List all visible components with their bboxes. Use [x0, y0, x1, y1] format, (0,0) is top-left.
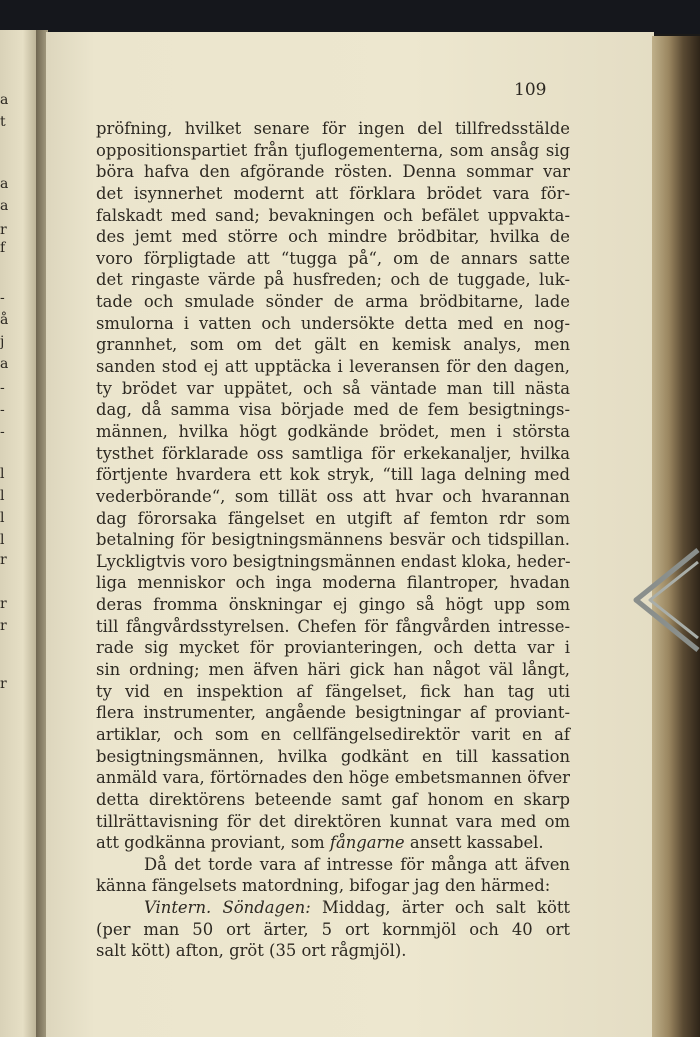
page-stack-edge [652, 36, 700, 1037]
facing-page-fragment: l [0, 488, 5, 504]
text-line [96, 269, 570, 291]
text-line [96, 464, 570, 486]
text-line [96, 594, 570, 616]
text-line [96, 183, 570, 205]
text-segment: liga menniskor och inga moderna filantroper, hvadan [96, 573, 570, 593]
text-line [96, 226, 570, 248]
text-segment: tillrättavisning för det direktören kunnat vara med om [96, 811, 570, 831]
text-line [96, 875, 570, 897]
text-line [96, 724, 570, 746]
text-line [96, 940, 570, 962]
text-segment: till fångvårdsstyrelsen. Chefen för fångvården intresse- [96, 616, 570, 636]
text-segment: des jemt med större och mindre brödbitar, hvilka de [96, 227, 570, 247]
text-line [96, 140, 570, 162]
italic-text: Söndagen: [222, 898, 311, 918]
text-segment: förtjente hvardera ett kok stryk, “till laga delning med [96, 465, 570, 485]
background-top-edge [0, 0, 700, 34]
text-line [96, 551, 570, 573]
facing-page-fragment: j [0, 334, 5, 350]
text-segment: deras fromma önskningar ej gingo så högt upp som [96, 595, 570, 615]
text-line [96, 811, 570, 833]
facing-page-fragment: f [0, 240, 6, 256]
text-segment: flera instrumenter, angående besigtningar af proviant- [96, 703, 570, 723]
facing-page-fragment: r [0, 552, 7, 568]
text-line [96, 248, 570, 270]
text-segment: det isynnerhet modernt att förklara brödet vara för- [96, 183, 570, 203]
text-segment: pröfning, hvilket senare för ingen del tillfredsstälde [96, 119, 570, 138]
facing-page-fragment: a [0, 92, 9, 108]
text-line [96, 161, 570, 183]
text-segment: grannhet, som om det gält en kemisk analys, men [96, 335, 570, 355]
text-segment: ansett kassabel. [404, 833, 544, 853]
facing-page-edge [0, 30, 38, 1037]
text-line [96, 356, 570, 378]
text-segment: oppositionspartiet från tjuflogementerna, som ansåg sig [96, 140, 570, 160]
text-line [96, 897, 570, 919]
text-line [96, 421, 570, 443]
text-segment: det ringaste värde på husfreden; och de tuggade, luk- [96, 270, 570, 290]
text-segment: salt kött) afton, gröt (35 ort rågmjöl). [96, 941, 407, 961]
text-line [96, 529, 570, 551]
text-line [96, 313, 570, 335]
facing-page-fragment: a [0, 356, 9, 372]
text-segment: (per man 50 ort ärter, 5 ort kornmjöl och 40 ort [96, 919, 570, 939]
text-segment: detta direktörens beteende samt gaf honom en skarp [96, 789, 570, 809]
text-segment: dag, då samma visa började med de fem besigtnings- [96, 400, 570, 420]
text-segment: Middag, ärter och salt kött [310, 898, 570, 918]
facing-page-fragment: l [0, 532, 5, 548]
text-segment: ty brödet var uppätet, och så väntade man till nästa [96, 378, 570, 398]
text-line [96, 637, 570, 659]
facing-page-fragment: a [0, 198, 9, 214]
text-segment: männen, hvilka högt godkände brödet, men i största [96, 421, 570, 441]
text-segment: tade och smulade sönder de arma brödbitarne, lade [96, 292, 570, 312]
text-line [96, 399, 570, 421]
text-line [96, 854, 570, 876]
text-line [96, 659, 570, 681]
facing-page-fragment: - [0, 402, 5, 418]
facing-page-fragment: r [0, 618, 7, 634]
text-line [96, 789, 570, 811]
text-line [96, 486, 570, 508]
facing-page-fragment: l [0, 510, 5, 526]
italic-text: Vintern. [144, 898, 212, 918]
text-segment: Då det torde vara af intresse för många att äfven [144, 854, 570, 874]
text-line [96, 616, 570, 638]
text-line [96, 118, 570, 140]
text-line [96, 291, 570, 313]
text-line [96, 334, 570, 356]
facing-page-fragment: - [0, 290, 5, 306]
text-segment: betalning för besigtningsmännens besvär och tidspillan. [96, 530, 570, 550]
text-line [96, 443, 570, 465]
text-segment: Lyckligtvis voro besigtningsmännen endast kloka, heder- [96, 551, 571, 571]
text-line [96, 508, 570, 530]
page-body-text [96, 118, 570, 962]
facing-page-fragment: r [0, 676, 7, 692]
text-segment: smulorna i vatten och undersökte detta med en nog- [96, 313, 570, 333]
text-line [96, 702, 570, 724]
text-line [96, 681, 570, 703]
text-line [96, 832, 570, 854]
text-segment: rade sig mycket för provianteringen, och detta var i [96, 638, 570, 658]
italic-text: fångarne [329, 833, 405, 853]
text-line [96, 572, 570, 594]
facing-page-fragment: r [0, 596, 7, 612]
text-segment: vederbörande“, som tillät oss att hvar och hvarannan [96, 486, 570, 506]
facing-page-fragment: å [0, 312, 9, 328]
facing-page-fragment: - [0, 424, 5, 440]
facing-page-fragment: a [0, 176, 9, 192]
text-line [96, 919, 570, 941]
text-segment: artiklar, och som en cellfängelsedirektör varit en af [96, 724, 570, 744]
text-segment: falskadt med sand; bevakningen och befälet uppvakta- [96, 205, 570, 225]
text-segment [211, 898, 222, 917]
text-segment: voro förpligtade att “tugga på“, om de annars satte [96, 248, 570, 268]
text-segment: dag förorsaka fängelset en utgift af femton rdr som [96, 508, 570, 528]
text-line [96, 767, 570, 789]
text-segment: sin ordning; men äfven häri gick han något väl långt, [96, 660, 570, 680]
facing-page-fragment: l [0, 466, 5, 482]
text-line [96, 378, 570, 400]
text-segment: besigtningsmännen, hvilka godkänt en till kassation [96, 746, 570, 766]
text-segment: ty vid en inspektion af fängelset, fick han tag uti [96, 681, 570, 701]
facing-page-fragment: r [0, 222, 7, 238]
text-segment: anmäld vara, förtörnades den höge embetsmannen öfver [96, 768, 570, 788]
text-line [96, 205, 570, 227]
text-line [96, 746, 570, 768]
page-number: 109 [514, 80, 547, 100]
text-segment: tysthet förklarade oss samtliga för erkekanaljer, hvilka [96, 443, 570, 463]
facing-page-fragment: - [0, 380, 5, 396]
text-segment: sanden stod ej att upptäcka i leveransen för den dagen, [96, 357, 570, 377]
facing-page-fragment: t [0, 114, 6, 130]
text-segment: böra hafva den afgörande rösten. Denna sommar var [96, 162, 570, 182]
text-segment: känna fängelsets matordning, bifogar jag den härmed: [96, 876, 551, 896]
paper-clip-icon [630, 540, 700, 660]
text-segment: att godkänna proviant, som [96, 833, 330, 853]
